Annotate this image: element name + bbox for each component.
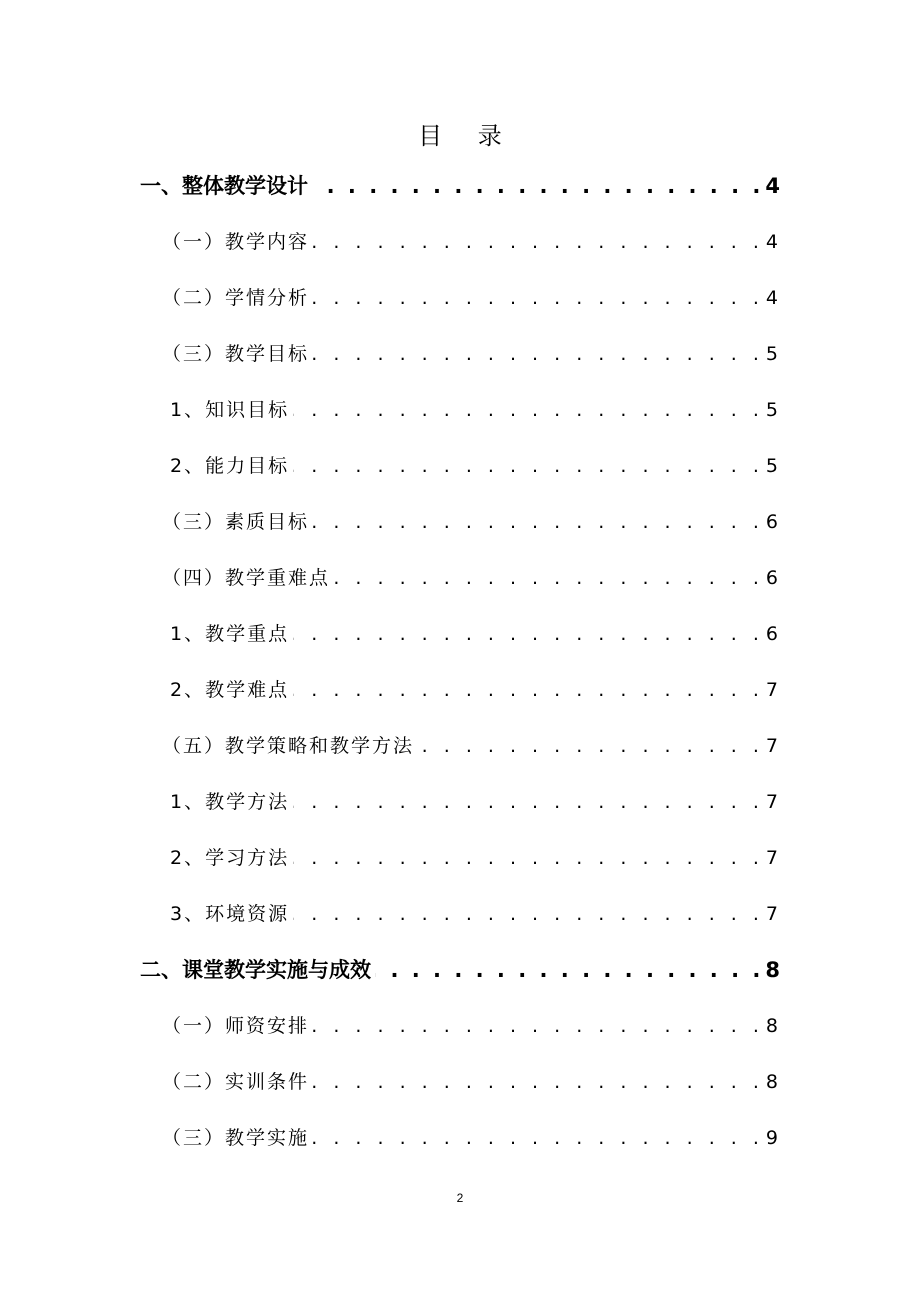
toc-dot-leader xyxy=(293,450,764,482)
toc-entry-label: （五）教学策略和教学方法 xyxy=(162,735,415,757)
toc-entry-page-number: 8 xyxy=(765,1015,780,1037)
toc-dot-leader xyxy=(293,674,764,706)
toc-entry-1-5-2[interactable] xyxy=(170,842,780,874)
toc-dot-leader xyxy=(313,282,764,314)
toc-dot-leader xyxy=(334,562,764,594)
toc-entry-1-3-3[interactable] xyxy=(162,506,780,538)
toc-entry-1-3[interactable] xyxy=(162,338,780,370)
toc-dot-leader xyxy=(313,226,764,258)
toc-entry-page-number: 8 xyxy=(765,1071,780,1093)
toc-entry-1-2[interactable] xyxy=(162,282,780,314)
toc-entry-page-number: 6 xyxy=(765,511,780,533)
toc-dot-leader xyxy=(293,618,764,650)
toc-entry-page-number: 4 xyxy=(765,174,780,198)
toc-entry-label: （四）教学重难点 xyxy=(162,567,331,589)
toc-entry-page-number: 7 xyxy=(765,847,780,869)
toc-entry-page-number: 6 xyxy=(765,567,780,589)
toc-entry-label: 3、环境资源 xyxy=(170,903,290,925)
toc-entry-label: （三）教学目标 xyxy=(162,343,310,365)
toc-entry-label: 一、整体教学设计 xyxy=(140,174,308,198)
toc-entry-page-number: 7 xyxy=(765,903,780,925)
toc-entry-label: 二、课堂教学实施与成效 xyxy=(140,958,371,982)
toc-entry-1[interactable] xyxy=(140,170,780,202)
toc-entry-page-number: 5 xyxy=(765,399,780,421)
toc-dot-leader xyxy=(418,730,764,762)
toc-title: 目 录 xyxy=(418,122,516,150)
toc-entry-label: （二）实训条件 xyxy=(162,1071,310,1093)
toc-entry-page-number: 4 xyxy=(765,231,780,253)
toc-entry-label: 2、能力目标 xyxy=(170,455,290,477)
toc-entry-1-4-2[interactable] xyxy=(170,674,780,706)
toc-dot-leader xyxy=(293,842,764,874)
toc-entry-page-number: 5 xyxy=(765,455,780,477)
toc-entry-label: 2、学习方法 xyxy=(170,847,290,869)
toc-entry-1-1[interactable] xyxy=(162,226,780,258)
toc-dot-leader xyxy=(313,1122,764,1154)
toc-entry-label: （一）师资安排 xyxy=(162,1015,310,1037)
toc-entry-2-3[interactable] xyxy=(162,1122,780,1154)
toc-entry-2-1[interactable] xyxy=(162,1010,780,1042)
toc-dot-leader xyxy=(313,506,764,538)
toc-dot-leader xyxy=(293,898,764,930)
toc-entry-2[interactable] xyxy=(140,954,780,986)
toc-dot-leader xyxy=(293,786,764,818)
toc-entry-1-4-1[interactable] xyxy=(170,618,780,650)
toc-entry-label: 1、知识目标 xyxy=(170,399,290,421)
toc-dot-leader xyxy=(312,170,763,202)
toc-entry-page-number: 8 xyxy=(765,958,780,982)
toc-entry-page-number: 7 xyxy=(765,679,780,701)
toc-dot-leader xyxy=(313,1010,764,1042)
toc-entry-page-number: 9 xyxy=(765,1127,780,1149)
toc-dot-leader xyxy=(313,338,764,370)
footer-page-number: 2 xyxy=(456,1191,464,1205)
toc-entry-label: （三）教学实施 xyxy=(162,1127,310,1149)
toc-entry-1-5-1[interactable] xyxy=(170,786,780,818)
toc-entry-page-number: 6 xyxy=(765,623,780,645)
toc-dot-leader xyxy=(375,954,763,986)
toc-entry-page-number: 4 xyxy=(765,287,780,309)
toc-entry-1-3-1[interactable] xyxy=(170,394,780,426)
toc-entry-label: （二）学情分析 xyxy=(162,287,310,309)
toc-entry-1-4[interactable] xyxy=(162,562,780,594)
toc-entry-1-5-3[interactable] xyxy=(170,898,780,930)
toc-dot-leader xyxy=(313,1066,764,1098)
toc-entry-label: 1、教学方法 xyxy=(170,791,290,813)
toc-entry-1-3-2[interactable] xyxy=(170,450,780,482)
toc-entry-label: （一）教学内容 xyxy=(162,231,310,253)
toc-dot-leader xyxy=(293,394,764,426)
toc-entry-2-2[interactable] xyxy=(162,1066,780,1098)
toc-entry-page-number: 7 xyxy=(765,735,780,757)
toc-entry-label: 2、教学难点 xyxy=(170,679,290,701)
toc-entry-1-5[interactable] xyxy=(162,730,780,762)
toc-entry-label: 1、教学重点 xyxy=(170,623,290,645)
toc-entry-page-number: 5 xyxy=(765,343,780,365)
toc-entry-page-number: 7 xyxy=(765,791,780,813)
toc-entry-label: （三）素质目标 xyxy=(162,511,310,533)
